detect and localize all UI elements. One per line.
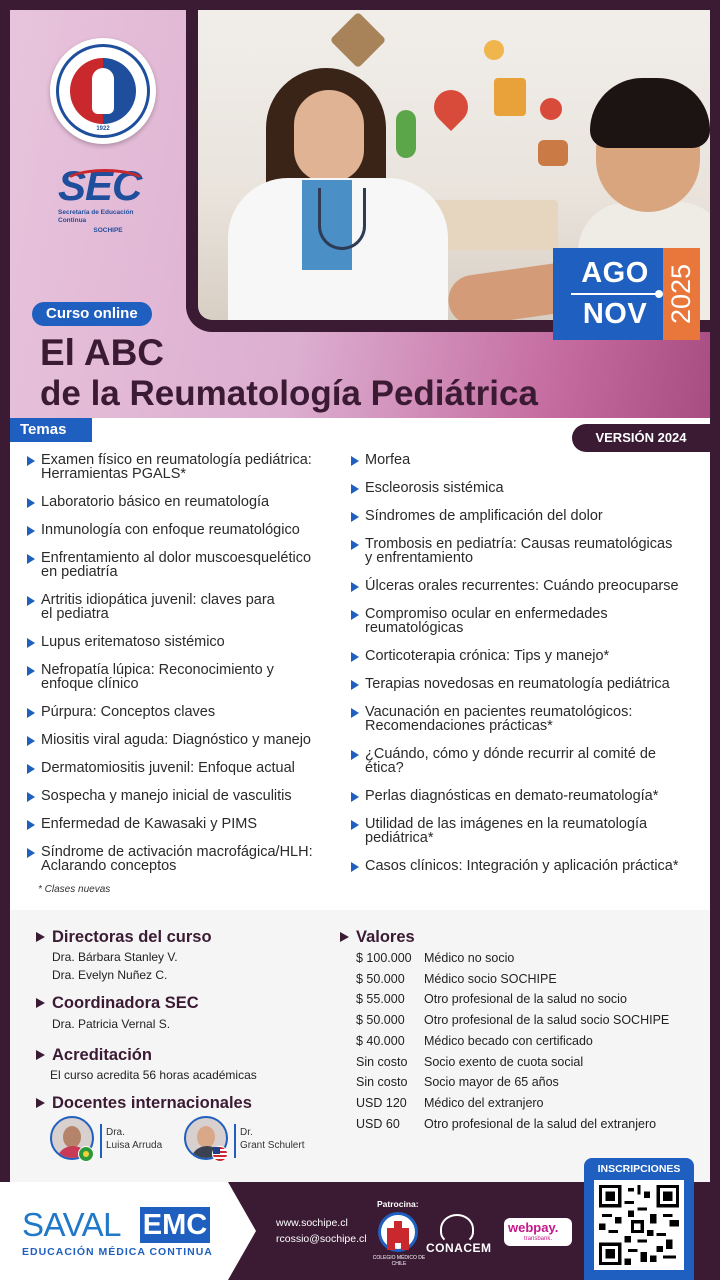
date-month-end: NOV <box>582 298 648 330</box>
topic-line: Terapias novedosas en reumatología pediátrica <box>365 676 670 692</box>
course-title-line2: de la Reumatología Pediátrica <box>40 374 538 413</box>
topic-item <box>351 817 647 845</box>
course-title-line1: El ABC <box>40 332 165 373</box>
topic-line: Corticoterapia crónica: Tips y manejo* <box>365 648 610 664</box>
topic-item <box>351 579 679 593</box>
topic-line: Sospecha y manejo inicial de vasculitis <box>41 788 292 804</box>
child-hair <box>590 78 710 148</box>
topic-item <box>351 607 608 635</box>
topic-line: Síndrome de activación macrofágica/HLH: <box>41 844 313 860</box>
price-category: Otro profesional de la salud socio SOCHIPE <box>424 1013 670 1028</box>
wall-art-apple <box>540 98 562 120</box>
topic-line: ¿Cuándo, cómo y dónde recurrir al comité de <box>365 746 656 762</box>
saval-logo-word: SAVAL <box>22 1206 121 1243</box>
date-badge <box>553 248 700 340</box>
topic-line: Artritis idiopática juvenil: claves para <box>41 592 275 608</box>
sec-logo <box>58 162 158 235</box>
sochipe-logo-emblem <box>70 58 136 124</box>
topic-line: ética? <box>365 760 404 776</box>
price-category: Otro profesional de la salud del extranjero <box>424 1116 657 1131</box>
topic-line: Examen físico en reumatología pediátrica: <box>41 452 312 468</box>
topic-line: pediátrica* <box>365 830 434 846</box>
sponsors-label: Patrocina: <box>377 1199 419 1209</box>
version-badge: VERSIÓN 2024 <box>572 424 710 452</box>
brazil-flag-icon <box>78 1146 94 1162</box>
sec-logo-sub1: Secretaría de Educación Continua <box>58 209 134 224</box>
wall-art-cat <box>538 140 568 166</box>
topic-line: Púrpura: Conceptos claves <box>41 704 216 720</box>
emc-logo-box: EMC <box>140 1207 210 1243</box>
topic-item <box>351 649 609 663</box>
topic-item <box>27 635 225 649</box>
email-link[interactable]: rcossio@sochipe.cl <box>276 1233 367 1245</box>
avatar-face <box>63 1126 81 1148</box>
topic-line: Enfermedad de Kawasaki y PIMS <box>41 816 257 832</box>
date-year: 2025 <box>666 263 696 325</box>
topic-item <box>27 733 311 747</box>
acreditacion-text: El curso acredita 56 horas académicas <box>50 1068 257 1082</box>
price-category: Médico no socio <box>424 951 515 965</box>
topic-line: en pediatría <box>41 564 118 580</box>
topic-item <box>27 551 311 579</box>
topic-item <box>351 789 658 803</box>
topic-item <box>27 495 269 509</box>
doctor-face <box>294 90 364 182</box>
colegio-medico-text: COLEGIO MÉDICO DE CHILE <box>372 1255 426 1267</box>
topic-item <box>27 817 257 831</box>
price-amount: $ 55.000 <box>356 992 405 1007</box>
acreditacion-heading: Acreditación <box>36 1046 152 1065</box>
sec-logo-word: SEC <box>58 165 158 207</box>
colegio-medico-logo <box>378 1212 418 1252</box>
price-category: Socio mayor de 65 años <box>424 1075 559 1090</box>
topic-line: Aclarando conceptos <box>41 858 177 874</box>
price-amount: $ 40.000 <box>356 1033 405 1048</box>
topic-line: Casos clínicos: Integración y aplicación práctica* <box>365 858 679 874</box>
topic-line: Dermatomiositis juvenil: Enfoque actual <box>41 760 295 776</box>
docente-1-name: Luisa Arruda <box>106 1140 163 1151</box>
topic-item <box>351 705 632 733</box>
conacem-mark-icon <box>440 1214 474 1244</box>
usa-flag-icon <box>212 1146 228 1162</box>
coordinadora-name: Dra. Patricia Vernal S. <box>52 1017 171 1031</box>
docente-2-name: Grant Schulert <box>240 1140 305 1151</box>
date-separator <box>571 293 659 295</box>
website-link[interactable]: www.sochipe.cl <box>276 1217 348 1229</box>
qr-code-icon <box>599 1185 679 1265</box>
topic-line: Perlas diagnósticas en demato-reumatología* <box>365 788 659 804</box>
date-separator-dot <box>655 290 663 298</box>
date-year-strip <box>663 248 700 340</box>
topic-line: Inmunología con enfoque reumatológico <box>41 522 300 538</box>
topic-line: Herramientas PGALS* <box>41 466 187 482</box>
topic-line: Síndromes de amplificación del dolor <box>365 508 603 524</box>
sec-logo-sub2: SOCHIPE <box>93 227 123 234</box>
price-category: Médico becado con certificado <box>424 1033 593 1048</box>
online-badge: Curso online <box>32 302 152 326</box>
price-amount: USD 60 <box>356 1116 400 1131</box>
new-classes-note: * Clases nuevas <box>38 884 111 895</box>
date-month-start: AGO <box>581 257 649 289</box>
topic-line: y enfrentamiento <box>365 550 474 566</box>
wall-art-sun <box>484 40 504 60</box>
topic-line: Compromiso ocular en enfermedades <box>365 606 608 622</box>
topic-line: Laboratorio básico en reumatología <box>41 494 270 510</box>
topic-item <box>351 859 679 873</box>
price-amount: Sin costo <box>356 1075 408 1090</box>
topic-line: Recomendaciones prácticas* <box>365 718 553 734</box>
directoras-heading: Directoras del curso <box>36 928 212 947</box>
price-category: Médico socio SOCHIPE <box>424 971 557 986</box>
divider-bar <box>100 1124 102 1158</box>
topic-item <box>27 761 295 775</box>
topic-line: Escleorosis sistémica <box>365 480 504 496</box>
topic-item <box>27 523 300 537</box>
topic-line: el pediatra <box>41 606 109 622</box>
topic-item <box>27 453 312 481</box>
docente-2-title: Dr. <box>240 1127 253 1138</box>
child-figure-icon <box>92 68 114 114</box>
topic-line: reumatológicas <box>365 620 464 636</box>
webpay-logo-sub: transbank. <box>524 1236 553 1242</box>
topic-line: Utilidad de las imágenes en la reumatología <box>365 816 648 832</box>
topic-item <box>351 747 656 775</box>
header-banner <box>10 10 710 418</box>
directora-2: Dra. Evelyn Nuñez C. <box>52 968 168 982</box>
price-amount: Sin costo <box>356 1054 408 1069</box>
qr-code[interactable] <box>594 1180 684 1270</box>
topic-line: Morfea <box>365 452 411 468</box>
valores-heading: Valores <box>340 928 415 947</box>
swoosh-icon <box>62 169 148 199</box>
webpay-logo-text: webpay. <box>508 1220 559 1235</box>
topic-line: Miositis viral aguda: Diagnóstico y manejo <box>41 732 311 748</box>
topic-item <box>351 509 603 523</box>
saval-tagline: EDUCACIÓN MÉDICA CONTINUA <box>22 1246 213 1258</box>
docentes-heading: Docentes internacionales <box>36 1094 252 1113</box>
inscripciones-label: INSCRIPCIONES <box>597 1163 681 1175</box>
wall-art-heart <box>427 83 475 131</box>
topic-line: Úlceras orales recurrentes: Cuándo preocuparse <box>365 578 679 594</box>
topic-item <box>351 481 504 495</box>
topic-line: Trombosis en pediatría: Causas reumatológicas <box>365 536 673 552</box>
topic-item <box>27 789 292 803</box>
topics-tab: Temas <box>10 418 92 442</box>
wall-art-house <box>494 78 526 116</box>
topic-line: Nefropatía lúpica: Reconocimiento y <box>41 662 274 678</box>
topic-line: Enfrentamiento al dolor muscoesquelético <box>41 550 312 566</box>
price-category: Socio exento de cuota social <box>424 1054 584 1069</box>
price-category: Otro profesional de la salud no socio <box>424 992 627 1007</box>
wall-art-tree <box>396 110 416 158</box>
divider-bar <box>234 1124 236 1158</box>
price-category: Médico del extranjero <box>424 1095 544 1110</box>
topic-line: Lupus eritematoso sistémico <box>41 634 225 650</box>
topic-item <box>351 677 670 691</box>
wall-art-star <box>330 12 387 69</box>
topic-line: Vacunación en pacientes reumatológicos: <box>365 704 633 720</box>
price-amount: USD 120 <box>356 1095 407 1110</box>
price-amount: $ 50.000 <box>356 1013 405 1028</box>
conacem-logo: CONACEM <box>426 1241 492 1255</box>
stethoscope-icon <box>318 188 366 250</box>
topic-item <box>27 845 313 873</box>
topic-item <box>351 453 410 467</box>
avatar-face <box>197 1126 215 1148</box>
price-amount: $ 50.000 <box>356 971 405 986</box>
directora-1: Dra. Bárbara Stanley V. <box>52 950 178 964</box>
coordinadora-heading: Coordinadora SEC <box>36 994 199 1013</box>
sochipe-logo <box>50 38 156 144</box>
topic-line: enfoque clínico <box>41 676 139 692</box>
topic-item <box>27 663 274 691</box>
topic-item <box>351 537 672 565</box>
price-amount: $ 100.000 <box>356 951 412 965</box>
docente-1-title: Dra. <box>106 1127 125 1138</box>
sochipe-logo-year: 1922 <box>96 126 110 132</box>
topic-item <box>27 705 215 719</box>
topic-item <box>27 593 275 621</box>
